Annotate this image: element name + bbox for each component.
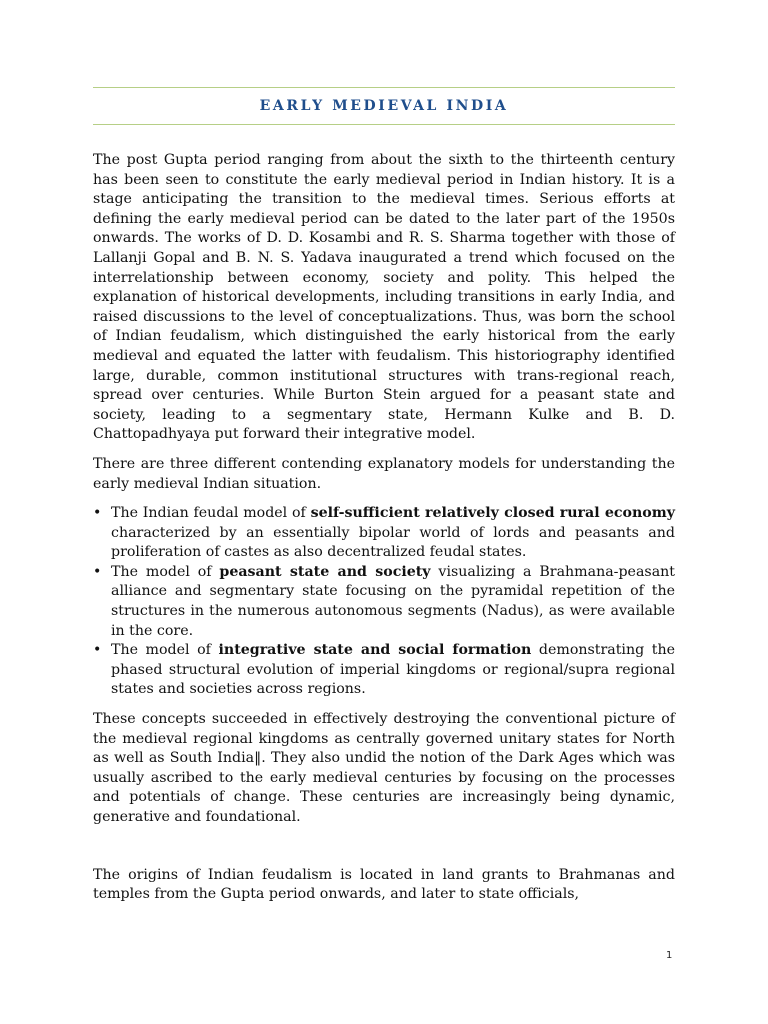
list-item-prefix: The model of	[111, 642, 219, 659]
paragraph-origins: The origins of Indian feudalism is located in land grants to Brahmanas and temples from the Gupta period onwards, and later to state officials,	[93, 866, 675, 903]
list-item-bold: self-sufficient relatively closed rural economy	[310, 505, 675, 522]
bullet-icon: •	[93, 505, 102, 522]
title-block	[93, 87, 675, 125]
bullet-icon: •	[93, 563, 102, 580]
list-item-suffix: demonstrating the phased structural evolution of imperial kingdoms or regional/supra regional states and societies across regions.	[111, 642, 675, 698]
document-title: EARLY MEDIEVAL INDIA	[259, 98, 509, 114]
models-list	[93, 504, 675, 700]
list-item	[93, 563, 675, 641]
list-item-bold: peasant state and society	[219, 563, 431, 580]
paragraph-models-intro: There are three different contending explanatory models for understanding the early medieval Indian situation.	[93, 455, 675, 492]
paragraph-concepts: These concepts succeeded in effectively destroying the conventional picture of the medieval regional kingdoms as centrally governed unitary states for North as well as South India‖. They also undid the notion of the Dark Ages which was usually ascribed to the early medieval centuries by focusing on the processes and potentials of change. These centuries are increasingly being dynamic, generative and foundational.	[93, 711, 675, 825]
list-item	[93, 504, 675, 563]
bullet-icon: •	[93, 642, 102, 659]
paragraph-intro: The post Gupta period ranging from about the sixth to the thirteenth century has been seen to constitute the early medieval period in Indian history. It is a stage anticipating the transition to the medieval times. Serious efforts at defining the early medieval period can be dated to the later part of the 1950s onwards. The works of D. D. Kosambi and R. S. Sharma together with those of Lallanji Gopal and B. N. S. Yadava inaugurated a trend which focused on the interrelationship between economy, society and polity. This helped the explanation of historical developments, including transitions in early India, and raised discussions to the level of conceptualizations. Thus, was born the school of Indian feudalism, which distinguished the early historical from the early medieval and equated the latter with feudalism. This historiography identified large, durable, common institutional structures with trans-regional reach, spread over centuries. While Burton Stein argued for a peasant state and society, leading to a segmentary state, Hermann Kulke and B. D. Chattopadhyaya put forward their integrative model.	[93, 152, 675, 443]
list-item-prefix: The model of	[111, 563, 220, 580]
document-body	[93, 151, 675, 915]
list-item-prefix: The Indian feudal model of	[111, 505, 311, 522]
list-item-suffix: visualizing a Brahmana-peasant alliance and segmentary state focusing on the pyramidal repetition of the structures in the numerous autonomous segments (Nadus), as were available in the core.	[111, 563, 675, 639]
list-item	[93, 641, 675, 700]
section-spacer	[93, 838, 675, 866]
page-number: 1	[666, 950, 673, 961]
list-item-suffix: characterized by an essentially bipolar world of lords and peasants and proliferation of castes as also decentralized feudal states.	[111, 524, 675, 561]
list-item-bold: integrative state and social formation	[218, 642, 532, 659]
